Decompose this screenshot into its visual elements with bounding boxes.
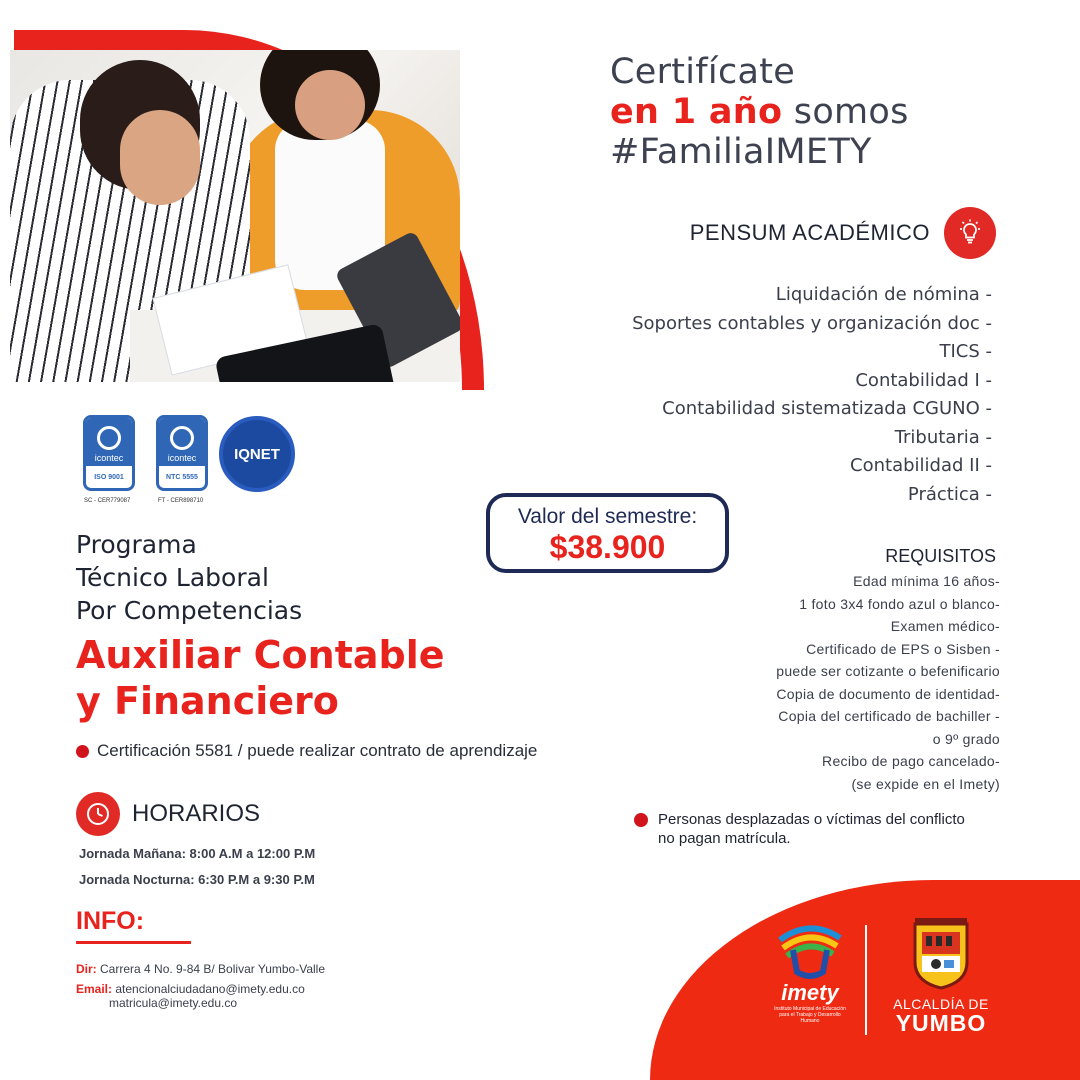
badge-standard: NTC 5555 [166,474,198,481]
icontec-iso-badge: icontec ISO 9001 [83,415,135,491]
pensum-header [690,207,996,259]
logo-divider [865,925,867,1035]
icontec-ntc-badge: icontec NTC 5555 [156,415,208,491]
pensum-item: Liquidación de nómina - [775,284,992,305]
badge-code: SC - CER779087 [84,498,131,504]
requirement-item: Copia del certificado de bachiller - [778,708,1000,724]
pensum-item: Soportes contables y organización doc - [632,312,992,334]
requirements-title: REQUISITOS [885,546,996,566]
price-label: Valor del semestre: [517,505,698,528]
address-line: Dir: Carrera 4 No. 9-84 B/ Bolivar Yumbo-Valle [76,962,325,976]
schedule-morning: Jornada Mañana: 8:00 A.M a 12:00 P.M [79,846,316,861]
alcaldia-yumbo-logo: ALCALDÍA DE YUMBO [887,918,995,1034]
pensum-list [632,281,992,509]
badge-code: FT - CER898710 [158,498,204,504]
headline-hashtag: #FamiliaIMETY [610,132,872,172]
lightbulb-icon [944,207,996,259]
info-divider [76,941,191,944]
requirements-list [776,570,1000,795]
price-box [486,493,729,573]
pensum-title: PENSUM ACADÉMICO [689,220,930,245]
email-link[interactable]: atencionalciudadano@imety.edu.co [112,982,305,996]
program-type: Programa Técnico Laboral Por Competencias [76,530,303,625]
certification-note: Certificación 5581 / puede realizar contrato de aprendizaje [76,741,537,761]
schedule-night: Jornada Nocturna: 6:30 P.M a 9:30 P.M [79,872,315,887]
badge-standard: ISO 9001 [94,474,124,481]
hero-photo [10,50,460,382]
pensum-item: TICS - [939,341,992,362]
pensum-item: Tributaria - [894,426,992,448]
requirement-item: Edad mínima 16 años- [853,573,1000,589]
pensum-item: Práctica - [907,483,992,505]
price-value: $38.900 [549,529,666,565]
requirement-item: (se expide en el Imety) [851,775,1000,792]
info-title: INFO: [76,907,145,935]
requirement-item: 1 foto 3x4 fondo azul o blanco- [799,595,1000,612]
email-link[interactable]: matricula@imety.edu.co [109,996,238,1010]
requirement-item: Copia de documento de identidad- [776,685,1000,702]
iqnet-logo: IQNET [219,416,295,492]
bullet-dot [76,745,89,758]
requirement-item: o 9º grado [932,730,1000,747]
career-title: Auxiliar Contable y Financiero [76,633,445,723]
yumbo-shield-icon [912,918,970,990]
requirement-item: Examen médico- [890,618,1000,634]
clock-icon [76,792,120,836]
imety-logo: imety Instituto Municipal de Educación para el Trabajo y Desarrollo Humano [770,920,850,1030]
pensum-item: Contabilidad I - [855,369,992,391]
free-enrollment-note: Personas desplazadas o víctimas del conflicto no pagan matrícula. [634,810,965,848]
pensum-item: Contabilidad sistematizada CGUNO - [662,398,992,419]
bullet-dot [634,813,648,827]
headline-line1: Certifícate [610,52,796,92]
requirement-item: Certificado de EPS o Sisben - [806,640,1000,657]
requirement-item: Recibo de pago cancelado- [822,753,1000,769]
headline [610,52,909,172]
email-line: Email: atencionalciudadano@imety.edu.co [76,982,305,996]
headline-highlight: en 1 año [610,92,783,132]
schedule-header [76,792,260,836]
requirement-item: puede ser cotizante o befenificario [776,663,1000,679]
headline-line2: somos [782,92,909,132]
pensum-item: Contabilidad II - [850,455,992,476]
schedule-title: HORARIOS [132,800,261,827]
